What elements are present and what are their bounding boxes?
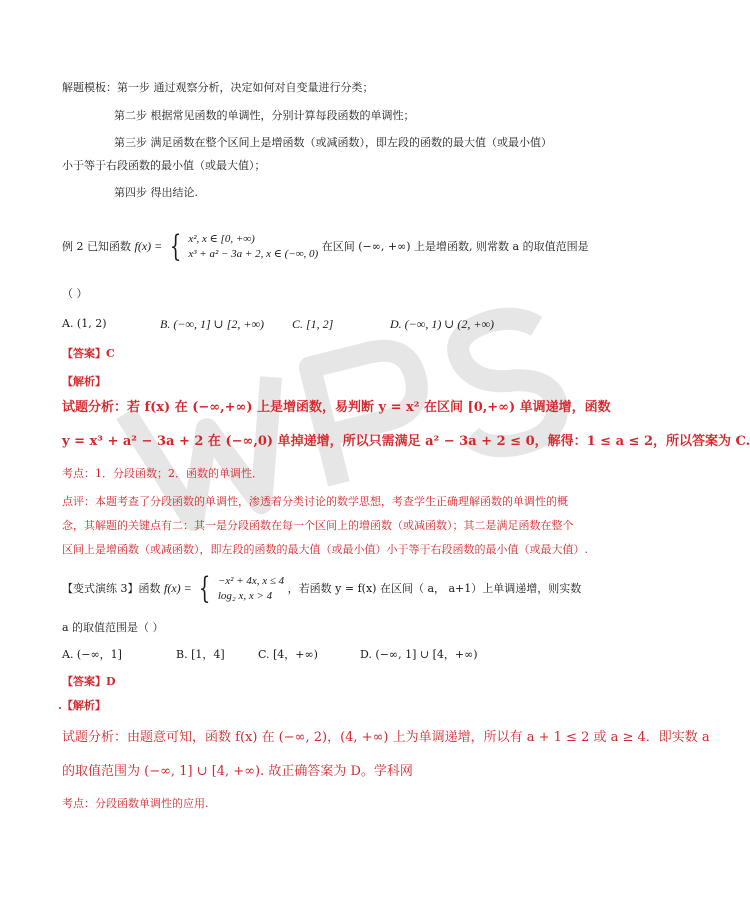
example2-case2: x³ + a² − 3a + 2, x ∈ (−∞, 0) (188, 248, 319, 260)
example2-comment-line1: 点评：本题考查了分段函数的单调性，渗透着分类讨论的数学思想，考查学生正确理解函数的单调性的概 (62, 495, 568, 508)
example2-comment-line3: 区间上是增函数（或减函数），即左段的函数的最大值（或最小值）小于等于右段函数的最小值（或最大值）. (62, 543, 588, 556)
variant3-tail: ，若函数 y = f(x) 在区间（ a， a+1）上单调递增，则实数 (287, 582, 582, 595)
example2-case1: x², x ∈ [0, +∞) (188, 233, 255, 245)
example2-option-c: C. [1, 2] (292, 317, 334, 331)
variant3-piecewise (195, 569, 284, 609)
template-step4: 第四步 得出结论. (114, 186, 198, 199)
variant3-case1: −x² + 4x, x ≤ 4 (217, 575, 285, 587)
variant3-option-c: C. [4，+∞) (258, 648, 318, 661)
example2-kaodian: 考点：1．分段函数；2．函数的单调性． (62, 467, 263, 480)
variant3-function-name: f(x) = (164, 581, 192, 595)
example2-label: 例 2 已知函数 (62, 240, 131, 253)
template-step3: 第三步 满足函数在整个区间上是增函数（或减函数），即左段的函数的最大值（或最小值） (114, 136, 552, 149)
left-brace-icon: { (199, 571, 211, 606)
template-step2: 第二步 根据常见函数的单调性，分别计算每段函数的单调性； (114, 109, 415, 122)
example2-function-name: f(x) = (134, 239, 163, 253)
variant3-option-d: D. (−∞, 1] ∪ [4，+∞) (360, 648, 478, 661)
variant3-case2: log₂ x, x > 4 (217, 590, 273, 602)
variant3-answer: 【答案】D (62, 675, 116, 688)
example2-option-b: B. (−∞, 1] ∪ [2, +∞) (160, 317, 265, 331)
variant3-analysis-line1: 试题分析：由题意可知，函数 f(x) 在 (−∞, 2)，(4, +∞) 上为单调递增，所以有 a + 1 ≤ 2 或 a ≥ 4．即实数 a (62, 730, 710, 745)
variant3-question-line2: a 的取值范围是（ ） (62, 621, 164, 634)
example2-question (62, 226, 600, 266)
variant3-kaodian: 考点：分段函数单调性的应用. (62, 797, 209, 810)
example2-answer: 【答案】C (62, 347, 115, 360)
left-brace-icon: { (169, 229, 182, 264)
variant3-option-a: A. (−∞，1] (62, 648, 122, 661)
variant3-label: 【变式演练 3】函数 (62, 582, 161, 595)
variant3-question (62, 568, 600, 608)
example2-piecewise (166, 227, 318, 267)
example2-option-d: D. (−∞, 1) ∪ (2, +∞) (390, 317, 495, 331)
variant3-analysis-title: .【解析】 (58, 699, 106, 712)
example2-blank: （ ） (62, 287, 88, 300)
example2-tail: 在区间 (−∞, +∞) 上是增函数, 则常数 a 的取值范围是 (321, 240, 589, 253)
variant3-analysis-line2: 的取值范围为 (−∞, 1] ∪ [4, +∞). 故正确答案为 D。学科网 (62, 764, 413, 779)
template-step3-cont: 小于等于右段函数的最小值（或最大值）； (62, 159, 266, 172)
template-step1: 解题模板：第一步 通过观察分析，决定如何对自变量进行分类； (62, 81, 374, 94)
example2-analysis-title: 【解析】 (62, 375, 106, 388)
variant3-option-b: B. [1，4] (176, 648, 225, 661)
example2-comment-line2: 念，其解题的关键点有二：其一是分段函数在每一个区间上的增函数（或减函数）；其二是满足函数在整个 (62, 519, 574, 532)
example2-analysis-line1: 试题分析：若 f(x) 在 (−∞,+∞) 上是增函数，易判断 y = x² 在区间 [0,+∞) 单调递增，函数 (62, 400, 611, 415)
example2-analysis-line2: y = x³ + a² − 3a + 2 在 (−∞,0) 单掉递增，所以只需满足 a² − 3a + 2 ≤ 0，解得：1 ≤ a ≤ 2，所以答案为 C. (62, 434, 750, 449)
example2-option-a: A. (1, 2) (62, 317, 107, 330)
